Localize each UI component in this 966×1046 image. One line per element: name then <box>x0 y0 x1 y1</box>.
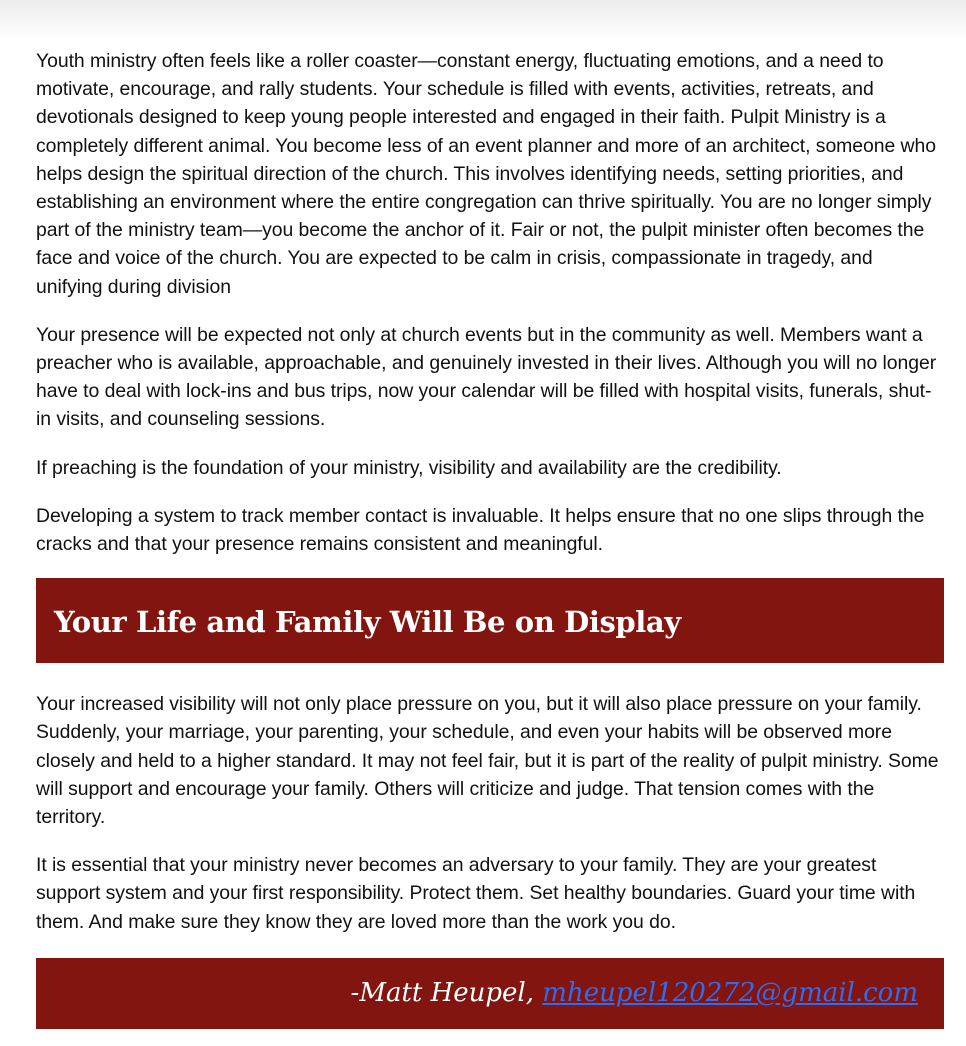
signature-footer <box>36 958 944 1029</box>
section-heading-banner <box>36 578 944 663</box>
paragraph-credibility: If preaching is the foundation of your ministry, visibility and availability are the credibility. <box>36 456 782 479</box>
paragraph-youth-vs-pulpit: Youth ministry often feels like a roller coaster—constant energy, fluctuating emotions, and a need to motivate, encourage, and rally students. Your schedule is filled with events, activities, retreats, and devotionals designed to keep young people interested and engaged in their faith. Pulpit Ministry is a completely different animal. You become less of an event planner and more of an architect, someone who helps design the spiritual direction of the church. This involves identifying needs, setting priorities, and establishing an environment where the entire congregation can thrive spiritually. You are no longer simply part of the ministry team—you become the anchor of it. Fair or not, the pulpit minister often becomes the face and voice of the church. You are expected to be calm in crisis, compassionate in tragedy, and unifying during division <box>36 50 936 298</box>
author-email-link[interactable]: mheupel120272@gmail.com <box>542 978 918 1009</box>
top-shade <box>0 0 966 40</box>
paragraph-tracking-system: Developing a system to track member contact is invaluable. It helps ensure that no one slips through the cracks and that your presence remains consistent and meaningful. <box>36 504 925 556</box>
article-content <box>36 47 944 1029</box>
paragraph-protect-family: It is essential that your ministry never becomes an adversary to your family. They are your greatest support system and your first responsibility. Protect them. Set healthy boundaries. Guard your time with them. And make sure they know they are loved more than the work you do. <box>36 854 916 933</box>
section-heading: Your Life and Family Will Be on Display <box>54 604 681 639</box>
paragraph-family-pressure: Your increased visibility will not only place pressure on you, but it will also place pressure on your family. Suddenly, your marriage, your parenting, your schedule, and even your habits will be observed more closely and held to a higher standard. It may not feel fair, but it is part of the reality of pulpit ministry. Some will support and encourage your family. Others will criticize and judge. That tension comes with the territory. <box>36 693 939 829</box>
author-name: -Matt Heupel, <box>350 978 535 1009</box>
paragraph-presence: Your presence will be expected not only at church events but in the community as well. Members want a preacher who is available, approachable, and genuinely invested in their lives. Although you will no longer have to deal with lock-ins and bus trips, now your calendar will be filled with hospital visits, funerals, shut-in visits, and counseling sessions. <box>36 323 937 431</box>
